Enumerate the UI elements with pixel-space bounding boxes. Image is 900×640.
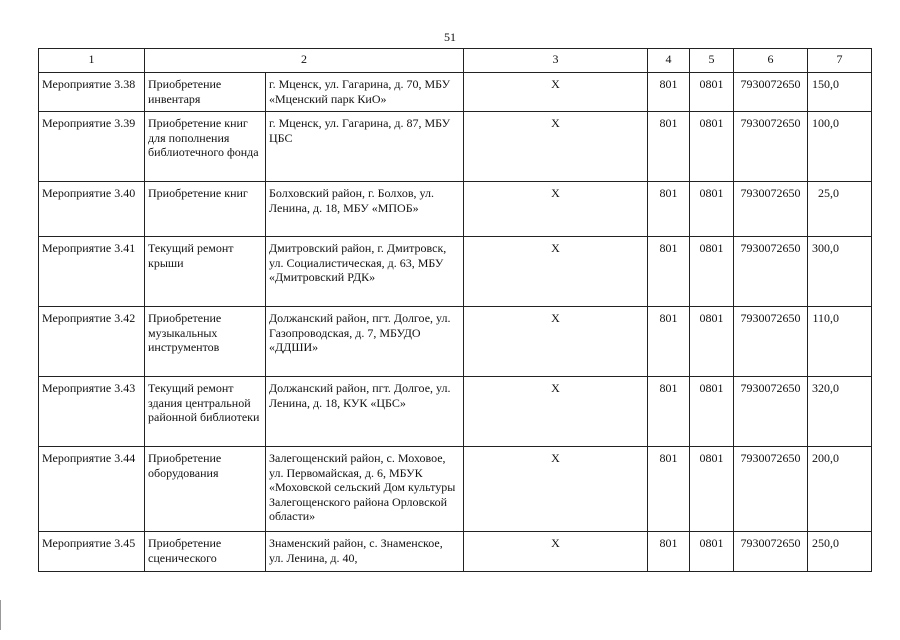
col3-cell: X <box>464 237 648 307</box>
budget-table <box>38 48 872 572</box>
col7-cell: 150,0 <box>808 73 872 112</box>
col4-cell: 801 <box>648 237 690 307</box>
col5-cell: 0801 <box>690 447 734 532</box>
col7-cell: 25,0 <box>808 182 872 237</box>
table-row <box>39 532 872 572</box>
col3-cell: X <box>464 377 648 447</box>
col3-cell: X <box>464 182 648 237</box>
col6-cell: 7930072650 <box>734 377 808 447</box>
col6-cell: 7930072650 <box>734 532 808 572</box>
address-cell: Дмитровский район, г. Дмитровск, ул. Социалистическая, д. 63, МБУ «Дмитровский РДК» <box>266 237 464 307</box>
col6-cell: 7930072650 <box>734 447 808 532</box>
col5-cell: 0801 <box>690 112 734 182</box>
address-cell: Должанский район, пгт. Долгое, ул. Газопроводская, д. 7, МБУДО «ДДШИ» <box>266 307 464 377</box>
event-cell: Мероприятие 3.40 <box>39 182 145 237</box>
header-col-4: 4 <box>648 49 690 73</box>
col3-cell: X <box>464 532 648 572</box>
col4-cell: 801 <box>648 73 690 112</box>
action-cell: Текущий ремонт здания центральной районной библиотеки <box>145 377 266 447</box>
table-row <box>39 447 872 532</box>
col4-cell: 801 <box>648 377 690 447</box>
event-cell: Мероприятие 3.41 <box>39 237 145 307</box>
address-cell: г. Мценск, ул. Гагарина, д. 87, МБУ ЦБС <box>266 112 464 182</box>
page-number: 51 <box>444 30 456 44</box>
table-row <box>39 112 872 182</box>
col6-cell: 7930072650 <box>734 112 808 182</box>
action-cell: Приобретение инвентаря <box>145 73 266 112</box>
col3-cell: X <box>464 447 648 532</box>
action-cell: Приобретение книг <box>145 182 266 237</box>
col4-cell: 801 <box>648 532 690 572</box>
col7-cell: 100,0 <box>808 112 872 182</box>
event-cell: Мероприятие 3.43 <box>39 377 145 447</box>
address-cell: Знаменский район, с. Знаменское, ул. Ленина, д. 40, <box>266 532 464 572</box>
col5-cell: 0801 <box>690 532 734 572</box>
address-cell: Залегощенский район, с. Моховое, ул. Первомайская, д. 6, МБУК «Моховской сельский Дом культуры Залегощенского района Орловской области» <box>266 447 464 532</box>
col4-cell: 801 <box>648 307 690 377</box>
col5-cell: 0801 <box>690 182 734 237</box>
action-cell: Приобретение музыкальных инструментов <box>145 307 266 377</box>
table-row <box>39 377 872 447</box>
header-col-6: 6 <box>734 49 808 73</box>
table-row <box>39 73 872 112</box>
col3-cell: X <box>464 73 648 112</box>
scan-edge-mark <box>0 600 1 630</box>
col7-cell: 320,0 <box>808 377 872 447</box>
col6-cell: 7930072650 <box>734 237 808 307</box>
action-cell: Приобретение сценического <box>145 532 266 572</box>
col5-cell: 0801 <box>690 377 734 447</box>
col6-cell: 7930072650 <box>734 307 808 377</box>
event-cell: Мероприятие 3.39 <box>39 112 145 182</box>
col4-cell: 801 <box>648 182 690 237</box>
col6-cell: 7930072650 <box>734 182 808 237</box>
table-row <box>39 307 872 377</box>
header-col-2: 2 <box>145 49 464 73</box>
col7-cell: 110,0 <box>808 307 872 377</box>
action-cell: Приобретение оборудования <box>145 447 266 532</box>
event-cell: Мероприятие 3.42 <box>39 307 145 377</box>
action-cell: Приобретение книг для пополнения библиотечного фонда <box>145 112 266 182</box>
address-cell: Болховский район, г. Болхов, ул. Ленина, д. 18, МБУ «МПОБ» <box>266 182 464 237</box>
col4-cell: 801 <box>648 112 690 182</box>
col5-cell: 0801 <box>690 307 734 377</box>
table-row <box>39 182 872 237</box>
action-cell: Текущий ремонт крыши <box>145 237 266 307</box>
header-col-3: 3 <box>464 49 648 73</box>
col7-cell: 250,0 <box>808 532 872 572</box>
event-cell: Мероприятие 3.38 <box>39 73 145 112</box>
col5-cell: 0801 <box>690 237 734 307</box>
event-cell: Мероприятие 3.44 <box>39 447 145 532</box>
col3-cell: X <box>464 112 648 182</box>
table-header-row <box>39 49 872 73</box>
event-cell: Мероприятие 3.45 <box>39 532 145 572</box>
col7-cell: 200,0 <box>808 447 872 532</box>
col7-cell: 300,0 <box>808 237 872 307</box>
header-col-5: 5 <box>690 49 734 73</box>
address-cell: Должанский район, пгт. Долгое, ул. Ленина, д. 18, КУК «ЦБС» <box>266 377 464 447</box>
col6-cell: 7930072650 <box>734 73 808 112</box>
header-col-7: 7 <box>808 49 872 73</box>
col5-cell: 0801 <box>690 73 734 112</box>
header-col-1: 1 <box>39 49 145 73</box>
address-cell: г. Мценск, ул. Гагарина, д. 70, МБУ «Мценский парк КиО» <box>266 73 464 112</box>
col3-cell: X <box>464 307 648 377</box>
col4-cell: 801 <box>648 447 690 532</box>
table-row <box>39 237 872 307</box>
